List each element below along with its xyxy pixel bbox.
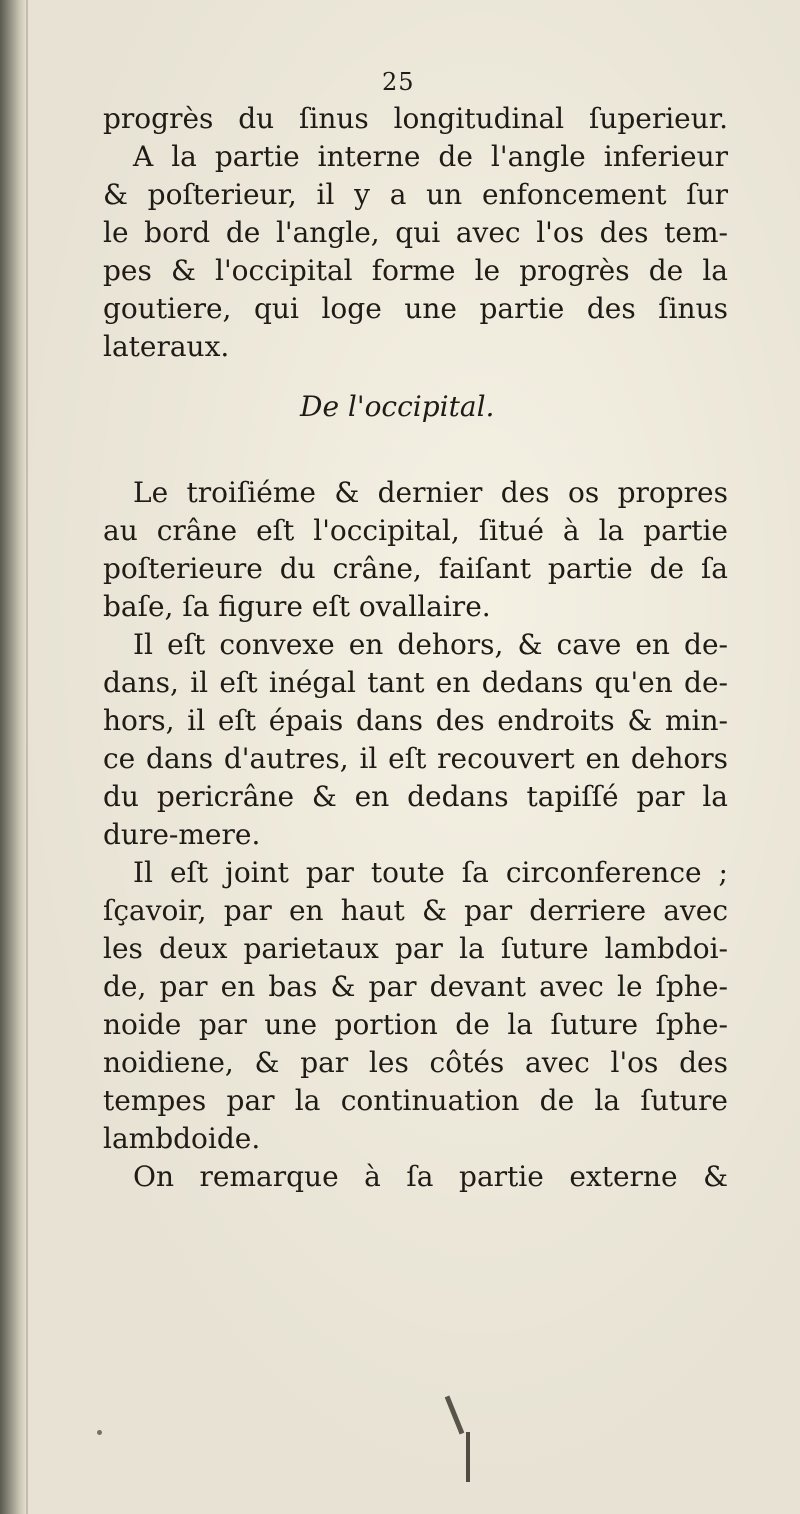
text-line: baſe, ſa figure eſt ovallaire.: [103, 590, 491, 623]
text-line: de, par en bas & par devant avec le ſphe-: [103, 970, 728, 1003]
ink-mark: [466, 1432, 470, 1482]
text-line: Il eſt joint par toute ſa circonference ;: [133, 856, 728, 889]
text-line: ce dans d'autres, il eſt recouvert en dehors: [103, 742, 728, 775]
page-number: 25: [382, 68, 415, 96]
text-line: lambdoide.: [103, 1122, 261, 1155]
text-line: tempes par la continuation de la ſuture: [103, 1084, 728, 1117]
text-line: pes & l'occipital forme le progrès de la: [103, 254, 728, 287]
text-line: & poſterieur, il y a un enfoncement ſur: [103, 178, 728, 211]
text-line: progrès du ſinus longitudinal ſuperieur.: [103, 102, 728, 135]
text-line: du pericrâne & en dedans tapiſſé par la: [103, 780, 728, 813]
text-line: Le troiſiéme & dernier des os propres: [133, 476, 728, 509]
text-line: On remarque à ſa partie externe &: [133, 1160, 728, 1193]
text-line: dure-mere.: [103, 818, 261, 851]
text-line: noide par une portion de la ſuture ſphe-: [103, 1008, 728, 1041]
text-line: lateraux.: [103, 330, 230, 363]
ink-dot: [97, 1430, 102, 1435]
text-line: le bord de l'angle, qui avec l'os des tem-: [103, 216, 728, 249]
text-line: noidiene, & par les côtés avec l'os des: [103, 1046, 728, 1079]
text-line: A la partie interne de l'angle inferieur: [133, 140, 728, 173]
binding-edge: [26, 0, 28, 1514]
text-line: les deux parietaux par la ſuture lambdoi-: [103, 932, 728, 965]
text-line: Il eſt convexe en dehors, & cave en de-: [133, 628, 728, 661]
text-line: poſterieure du crâne, faiſant partie de ſa: [103, 552, 728, 585]
text-line: dans, il eſt inégal tant en dedans qu'en de-: [103, 666, 728, 699]
text-line: hors, il eſt épais dans des endroits & min-: [103, 704, 728, 737]
section-heading: De l'occipital.: [300, 390, 495, 423]
text-line: ſçavoir, par en haut & par derriere avec: [103, 894, 728, 927]
ink-mark: [445, 1396, 465, 1435]
text-line: goutiere, qui loge une partie des ſinus: [103, 292, 728, 325]
text-line: au crâne eſt l'occipital, ſitué à la partie: [103, 514, 728, 547]
text-body: [103, 100, 728, 1196]
binding-gutter: [0, 0, 26, 1514]
